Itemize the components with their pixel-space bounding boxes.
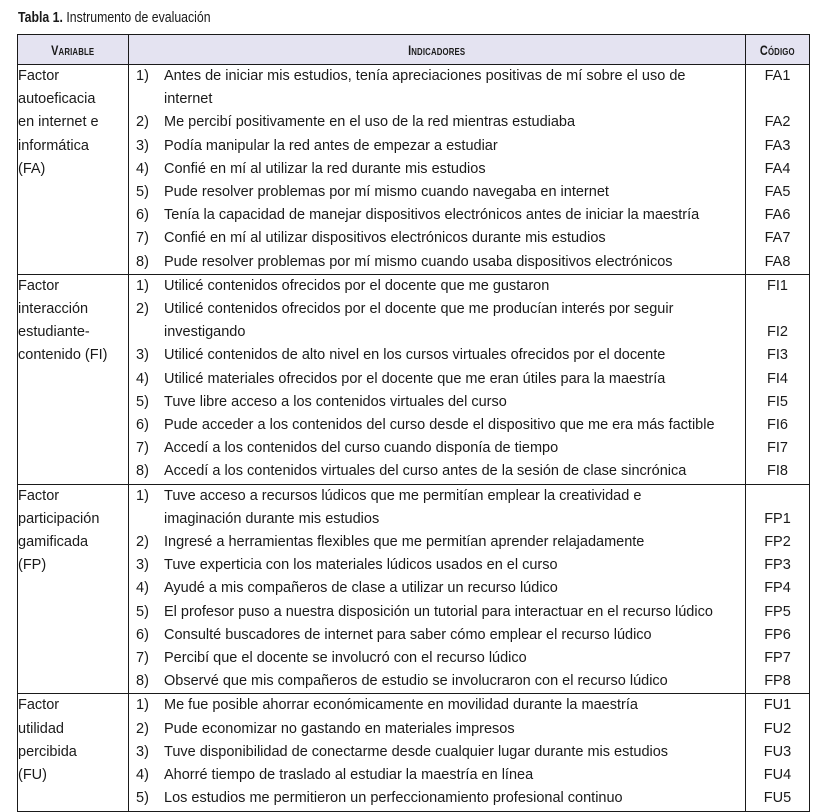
indicator-text [164,344,745,367]
indicator-item [129,204,745,227]
table-row-group [18,484,810,694]
indicator-text-line: Tuve experticia con los materiales lúdicos usados en el curso [164,557,558,574]
caption-title: Instrumento de evaluación [66,9,211,26]
indicator-text [164,670,745,693]
indicator-code-text: FP2 [764,534,791,551]
indicator-item [129,437,745,460]
indicator-number: 3) [136,557,149,574]
indicator-number: 8) [136,463,149,480]
indicator-code-text: FP4 [764,580,791,597]
indicator-code [746,65,809,111]
variable-line: en internet e [18,114,99,131]
variable-line: autoeficacia [18,91,96,108]
indicator-number: 2) [136,534,149,551]
indicator-code-text: FU5 [763,790,792,807]
indicator-text [164,181,745,204]
indicator-code [746,485,809,531]
indicator-text [164,158,745,181]
indicator-text-line: Antes de iniciar mis estudios, tenía apreciaciones positivas de mí sobre el uso de [164,68,686,84]
indicator-item [129,181,745,204]
indicator-text [164,111,745,134]
indicator-number: 2) [136,114,149,131]
indicators-cell [129,274,746,484]
indicator-number: 5) [136,790,149,807]
indicator-item [129,694,745,717]
variable-line: participación [18,510,100,527]
codes-cell [746,694,810,811]
indicator-code [746,111,809,134]
indicator-text [164,298,745,344]
table-caption [18,9,211,27]
indicator-text [164,624,745,647]
indicator-text-line: Pude resolver problemas por mí mismo cuando usaba dispositivos electrónicos [164,253,673,270]
header-variable: Variable [18,35,129,65]
indicator-code [746,158,809,181]
indicator-number: 5) [136,184,149,201]
indicator-text-line: Pude economizar no gastando en materiales impresos [164,720,515,737]
indicator-number: 5) [136,603,149,620]
indicator-text-line: Me percibí positivamente en el uso de la red mientras estudiaba [164,114,576,131]
indicator-item [129,741,745,764]
indicator-number: 1) [136,277,149,294]
indicator-code [746,204,809,227]
variable-line: Factor [18,487,60,504]
indicator-item [129,554,745,577]
indicator-code [746,694,809,717]
indicator-text-line: Confié en mí al utilizar dispositivos electrónicos durante mis estudios [164,230,606,247]
indicator-item [129,531,745,554]
indicator-text-line: Ahorré tiempo de traslado al estudiar la maestría en línea [164,767,534,784]
indicator-number: 5) [136,393,149,410]
indicator-text [164,251,745,274]
indicator-text [164,391,745,414]
indicator-code-text: FP5 [764,603,791,620]
indicator-number: 4) [136,580,149,597]
indicator-code-text: FU2 [763,720,792,737]
header-row [18,35,810,65]
indicator-code [746,298,809,344]
indicator-text-line: Utilicé materiales ofrecidos por el docente que me eran útiles para la maestría [164,370,666,387]
indicator-item [129,485,745,531]
indicator-item [129,647,745,670]
indicator-item [129,718,745,741]
indicator-text [164,414,745,437]
variable-line: interacción [18,301,89,318]
indicator-number: 1) [136,697,149,714]
indicator-number: 7) [136,650,149,667]
indicator-code [746,718,809,741]
indicator-code [746,251,809,274]
indicator-number: 2) [136,301,149,318]
indicator-number: 3) [136,347,149,364]
indicator-item [129,764,745,787]
indicator-text-line: Pude resolver problemas por mí mismo cuando navegaba en internet [164,184,609,201]
indicator-item [129,624,745,647]
indicator-number: 8) [136,673,149,690]
indicator-text [164,437,745,460]
variable-cell [18,694,129,811]
indicator-code [746,577,809,600]
indicator-text-line: Utilicé contenidos ofrecidos por el docente que me gustaron [164,277,550,294]
indicator-text-line: Me fue posible ahorrar económicamente en movilidad durante la maestría [164,697,638,714]
indicator-item [129,344,745,367]
indicator-text-line: Utilicé contenidos ofrecidos por el docente que me producían interés por seguir [164,301,674,318]
indicator-code-text: FA6 [764,207,791,224]
indicator-text [164,275,745,298]
indicator-number: 3) [136,137,149,154]
indicator-code-text: FU4 [763,767,792,784]
indicator-code [746,554,809,577]
indicator-code-text: FU1 [763,697,792,714]
indicator-code [746,670,809,693]
indicator-item [129,670,745,693]
variable-line: contenido (FI) [18,347,108,364]
indicator-code-text: FP6 [764,626,791,643]
indicator-code [746,624,809,647]
indicator-text [164,718,745,741]
variable-line: (FP) [18,557,47,574]
indicator-text-line: Percibí que el docente se involucró con el recurso lúdico [164,650,527,667]
indicator-number: 4) [136,160,149,177]
indicator-text [164,764,745,787]
codes-cell [746,65,810,275]
table-row-group [18,694,810,811]
variable-line: Factor [18,277,60,294]
indicator-item [129,65,745,111]
table-row-group [18,274,810,484]
indicator-text-line: Confié en mí al utilizar la red durante mis estudios [164,160,486,177]
indicator-code [746,414,809,437]
codes-cell [746,484,810,694]
variable-cell [18,274,129,484]
indicators-cell [129,694,746,811]
indicator-code-text: FP3 [764,557,791,574]
indicator-code [746,391,809,414]
indicator-text [164,577,745,600]
codes-cell [746,274,810,484]
indicator-item [129,460,745,483]
variable-line: percibida [18,743,77,760]
caption-label: Tabla 1. [18,9,63,26]
indicator-number: 7) [136,440,149,457]
indicator-text [164,531,745,554]
indicator-number: 3) [136,743,149,760]
indicator-text-line: Utilicé contenidos de alto nivel en los cursos virtuales ofrecidos por el docente [164,347,666,364]
indicator-code [746,647,809,670]
indicator-code-text: FI5 [767,393,788,410]
indicator-item [129,298,745,344]
indicator-number: 2) [136,720,149,737]
indicator-text [164,741,745,764]
indicator-code-text: FP1 [764,510,791,527]
indicator-code [746,787,809,810]
indicator-text [164,485,745,531]
indicator-number: 1) [136,487,149,504]
indicator-text-line: Podía manipular la red antes de empezar a estudiar [164,137,498,154]
indicator-code [746,764,809,787]
indicator-code-text: FI1 [767,277,788,294]
header-codigo: Código [746,35,810,65]
indicator-number: 8) [136,253,149,270]
indicator-code-text: FA4 [764,160,791,177]
indicator-number: 4) [136,767,149,784]
indicator-text-line: Observé que mis compañeros de estudio se involucraron con el recurso lúdico [164,673,668,690]
indicator-code [746,368,809,391]
indicator-text [164,601,745,624]
indicator-code-text: FI6 [767,417,788,434]
indicator-item [129,135,745,158]
indicator-text [164,460,745,483]
indicator-code-text: FA3 [764,137,791,154]
variable-cell [18,65,129,275]
indicator-text-line: Tuve acceso a recursos lúdicos que me permitían emplear la creatividad e [164,487,642,504]
variable-line: informática [18,137,89,154]
indicator-item [129,111,745,134]
indicator-code [746,601,809,624]
indicator-text-line: internet [164,91,213,108]
indicator-number: 6) [136,626,149,643]
indicator-text [164,227,745,250]
indicator-code-text: FA7 [764,230,791,247]
indicator-number: 4) [136,370,149,387]
variable-line: utilidad [18,720,64,737]
indicator-text-line: imaginación durante mis estudios [164,510,380,527]
indicator-code [746,275,809,298]
indicator-text-line: investigando [164,324,246,341]
indicator-code-text: FI2 [767,324,788,341]
indicator-text-line: Tenía la capacidad de manejar dispositivos electrónicos antes de iniciar la maestría [164,207,700,224]
indicator-text-line: Tuve disponibilidad de conectarme desde cualquier lugar durante mis estudios [164,743,669,760]
indicator-item [129,787,745,810]
indicator-code [746,741,809,764]
indicator-item [129,414,745,437]
indicator-text [164,204,745,227]
indicator-code [746,437,809,460]
indicator-text [164,368,745,391]
variable-line: Factor [18,68,60,84]
indicator-text [164,694,745,717]
indicator-item [129,577,745,600]
indicator-number: 6) [136,207,149,224]
indicator-text-line: Consulté buscadores de internet para saber cómo emplear el recurso lúdico [164,626,652,643]
indicator-code [746,531,809,554]
indicator-text-line: El profesor puso a nuestra disposición un tutorial para interactuar en el recurso lúdico [164,603,713,620]
indicator-item [129,227,745,250]
indicator-item [129,275,745,298]
indicator-number: 7) [136,230,149,247]
indicator-text-line: Accedí a los contenidos virtuales del curso antes de la sesión de clase sincrónica [164,463,687,480]
indicator-text-line: Ingresé a herramientas flexibles que me permitían aprender relajadamente [164,534,645,551]
indicator-text [164,554,745,577]
evaluation-instrument-table [17,34,810,812]
variable-line: Factor [18,697,60,714]
indicator-code-text: FI3 [767,347,788,364]
indicator-code [746,227,809,250]
indicator-code-text: FP7 [764,650,791,667]
indicators-cell [129,484,746,694]
variable-line: (FU) [18,767,47,784]
indicator-code-text: FI7 [767,440,788,457]
indicator-item [129,368,745,391]
indicator-item [129,601,745,624]
indicator-code-text: FI4 [767,370,788,387]
indicator-code [746,344,809,367]
variable-cell [18,484,129,694]
indicator-code-text: FA1 [764,68,791,84]
variable-line: gamificada [18,534,89,551]
indicators-cell [129,65,746,275]
indicator-code [746,181,809,204]
variable-line: estudiante- [18,324,90,341]
header-indicadores: Indicadores [129,35,746,65]
indicator-text-line: Ayudé a mis compañeros de clase a utilizar un recurso lúdico [164,580,558,597]
indicator-code-text: FA2 [764,114,791,131]
indicator-code-text: FA5 [764,184,791,200]
indicator-text [164,135,745,158]
indicator-code-text: FI8 [767,463,788,480]
indicator-item [129,251,745,274]
indicator-code-text: FP8 [764,673,791,690]
indicator-item [129,158,745,181]
indicator-text [164,65,745,111]
indicator-number: 1) [136,68,149,84]
indicator-code [746,135,809,158]
indicator-item [129,391,745,414]
table-row-group [18,65,810,275]
indicator-code-text: FU3 [763,743,792,760]
indicator-number: 6) [136,417,149,434]
indicator-text-line: Accedí a los contenidos del curso cuando disponía de tiempo [164,440,559,457]
variable-line: (FA) [18,160,46,177]
indicator-code [746,460,809,483]
indicator-text [164,647,745,670]
indicator-text-line: Los estudios me permitieron un perfeccionamiento profesional continuo [164,790,623,807]
indicator-text [164,787,745,810]
indicator-code-text: FA8 [764,253,791,270]
indicator-text-line: Tuve libre acceso a los contenidos virtuales del curso [164,393,507,410]
indicator-text-line: Pude acceder a los contenidos del curso desde el dispositivo que me era más factible [164,417,715,434]
